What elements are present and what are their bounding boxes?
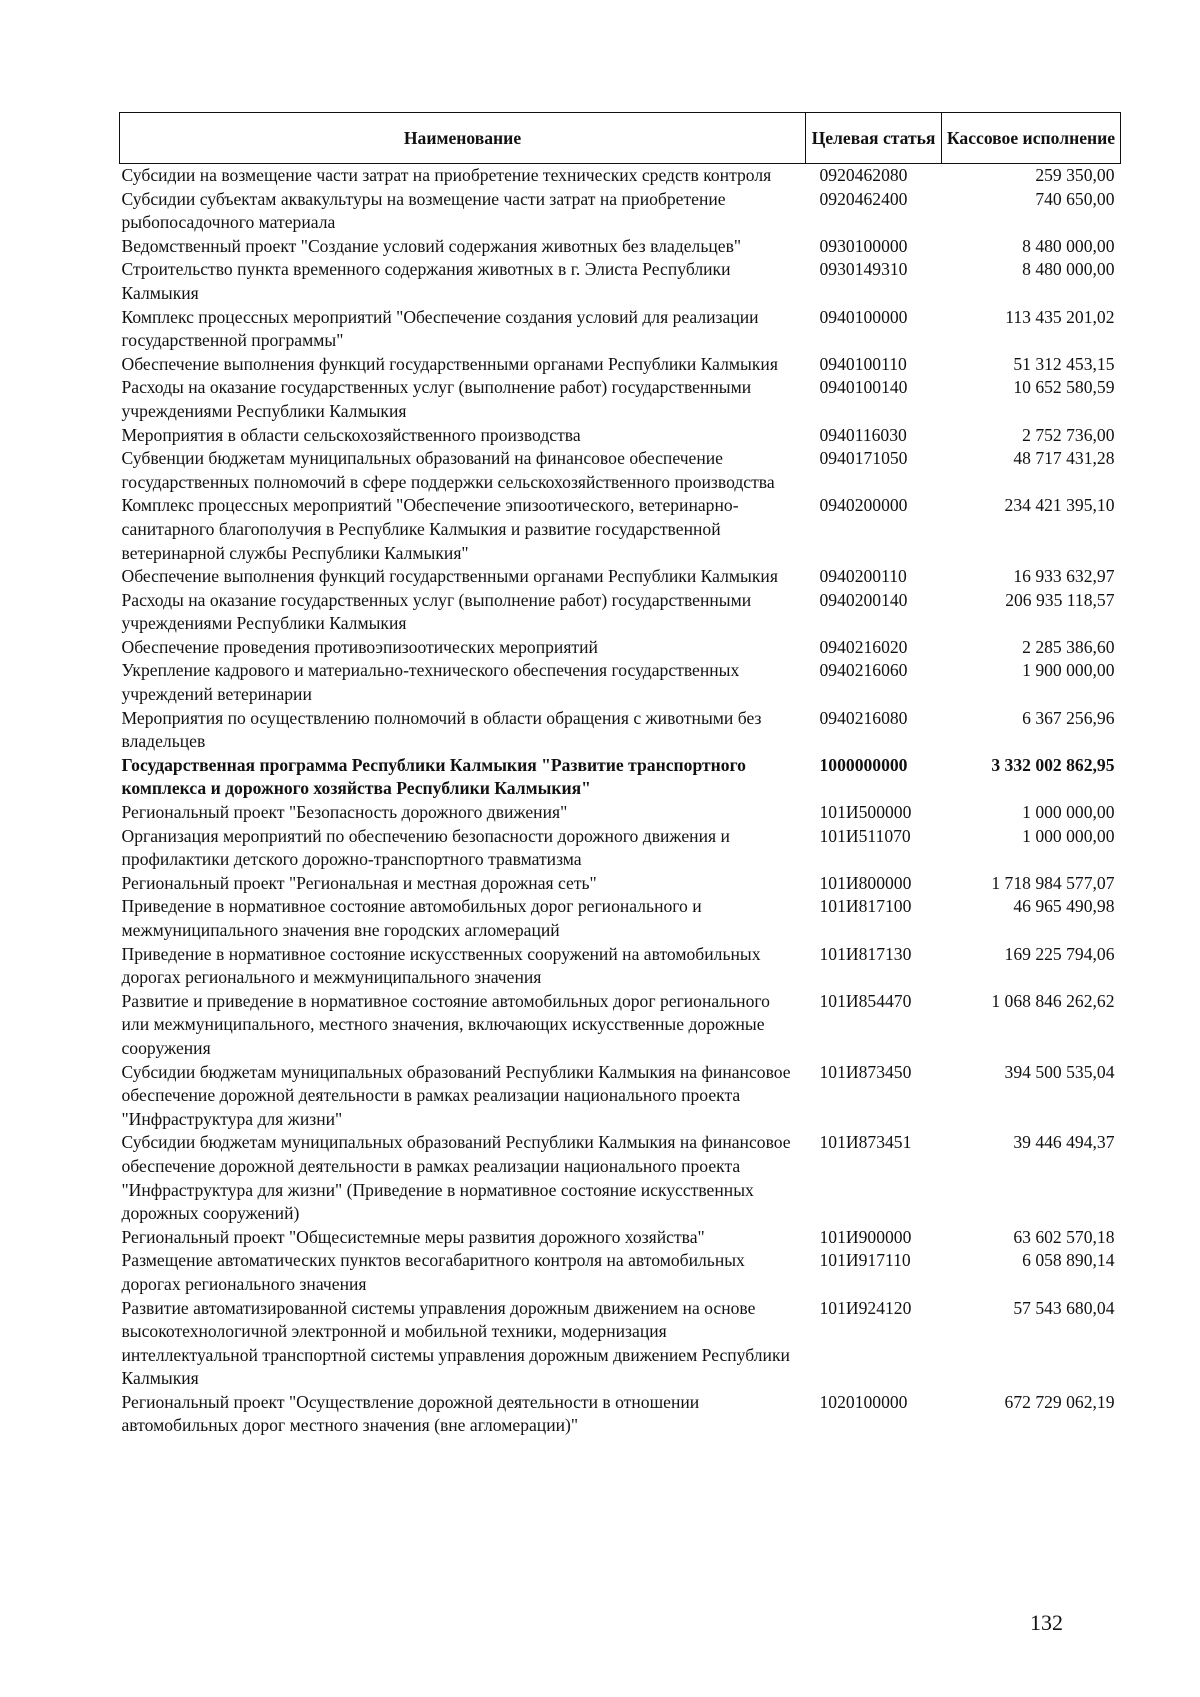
- row-code: 0940171050: [819, 448, 908, 469]
- row-amount: 259 350,00: [1035, 165, 1115, 185]
- row-name: Субвенции бюджетам муниципальных образований на финансовое обеспечение государственных полномочий в сфере поддержки сельскохозяйственного производства: [121, 448, 775, 492]
- row-amount: 1 900 000,00: [1022, 660, 1115, 681]
- row-code: 101И511070: [819, 825, 911, 846]
- row-code: 101И817100: [819, 896, 912, 917]
- row-name: Субсидии бюджетам муниципальных образований Республики Калмыкия на финансовое обеспечение дорожной деятельности в рамках реализации национального проекта "Инфраструктура для жизни" (Приведение в нормативное состояние искусственных дорожных сооружений): [121, 1132, 791, 1224]
- row-name: Приведение в нормативное состояние искусственных сооружений на автомобильных дорогах регионального и межмуниципального значения: [121, 943, 761, 988]
- row-amount: 8 480 000,00: [1022, 235, 1115, 256]
- row-name: Развитие автоматизированной системы управления дорожным движением на основе высокотехнологичной электронной и мобильной техники, модернизация интеллектуальной транспортной системы управления дорожным движением Республики Калмыкия: [121, 1297, 790, 1389]
- row-name: Мероприятия по осуществлению полномочий в области обращения с животными без владельцев: [121, 707, 762, 752]
- row-amount: 46 965 490,98: [1013, 896, 1115, 917]
- header-code: Целевая статья: [806, 113, 942, 164]
- row-code: 101И873450: [819, 1061, 912, 1082]
- row-name: Ведомственный проект "Создание условий содержания животных без владельцев": [121, 235, 742, 256]
- row-amount: 51 312 453,15: [1013, 353, 1115, 374]
- row-amount: 6 367 256,96: [1022, 707, 1115, 728]
- row-name: Субсидии на возмещение части затрат на приобретение технических средств контроля: [121, 165, 772, 185]
- row-code: 101И917110: [819, 1250, 911, 1271]
- row-name: Приведение в нормативное состояние автомобильных дорог регионального и межмуниципального значения вне городских агломераций: [121, 896, 702, 940]
- row-amount: 169 225 794,06: [1004, 943, 1115, 964]
- row-code: 0940216020: [819, 636, 908, 657]
- row-code: 101И800000: [819, 872, 912, 893]
- table-row: [120, 1226, 1121, 1250]
- row-name: Обеспечение выполнения функций государственными органами Республики Калмыкия: [121, 353, 778, 374]
- table-row: [120, 636, 1121, 660]
- row-name: Государственная программа Республики Калмыкия "Развитие транспортного комплекса и дорожного хозяйства Республики Калмыкия": [121, 754, 746, 799]
- table-row: [120, 943, 1121, 990]
- row-code: 0920462400: [819, 188, 908, 209]
- row-amount: 2 285 386,60: [1022, 636, 1115, 657]
- header-amount: Кассовое исполнение: [942, 113, 1121, 164]
- table-row: [120, 306, 1121, 353]
- table-row: [120, 1061, 1121, 1132]
- row-name: Мероприятия в области сельскохозяйственного производства: [121, 424, 581, 445]
- table-header-row: [120, 113, 1121, 164]
- table-row: [120, 164, 1121, 188]
- row-name: Строительство пункта временного содержания животных в г. Элиста Республики Калмыкия: [121, 259, 731, 303]
- row-amount: 1 000 000,00: [1022, 825, 1115, 846]
- row-amount: 740 650,00: [1035, 188, 1115, 209]
- table-row: [120, 1131, 1121, 1225]
- table-row: [120, 754, 1121, 801]
- row-amount: 113 435 201,02: [1005, 306, 1115, 327]
- row-amount: 39 446 494,37: [1013, 1132, 1115, 1153]
- row-name: Обеспечение проведения противоэпизоотических мероприятий: [121, 636, 598, 657]
- row-amount: 48 717 431,28: [1013, 448, 1115, 469]
- table-row: [120, 707, 1121, 754]
- row-amount: 2 752 736,00: [1022, 424, 1115, 445]
- row-name: Укрепление кадрового и материально-технического обеспечения государственных учреждений ветеринарии: [121, 660, 740, 705]
- row-code: 0930100000: [819, 235, 908, 256]
- row-code: 0940100110: [819, 353, 907, 374]
- row-code: 0940200110: [819, 566, 907, 587]
- table-row: [120, 353, 1121, 377]
- row-amount: 8 480 000,00: [1022, 259, 1115, 280]
- row-name: Субсидии субъектам аквакультуры на возмещение части затрат на приобретение рыбопосадочного материала: [121, 188, 726, 233]
- table-row: [120, 801, 1121, 825]
- row-amount: 10 652 580,59: [1013, 377, 1115, 398]
- row-name: Региональный проект "Безопасность дорожного движения": [121, 802, 568, 823]
- row-code: 0940116030: [819, 424, 907, 445]
- row-name: Субсидии бюджетам муниципальных образований Республики Калмыкия на финансовое обеспечение дорожной деятельности в рамках реализации национального проекта "Инфраструктура для жизни": [121, 1061, 791, 1129]
- row-amount: 1 718 984 577,07: [991, 872, 1115, 893]
- row-name: Региональный проект "Общесистемные меры развития дорожного хозяйства": [121, 1226, 705, 1247]
- row-amount: 1 068 846 262,62: [991, 990, 1115, 1011]
- row-code: 101И873451: [819, 1132, 912, 1153]
- row-name: Комплекс процессных мероприятий "Обеспечение эпизоотического, ветеринарно-санитарного благополучия в Республике Калмыкия и развитие государственной ветеринарной службы Республики Калмыкия": [121, 495, 739, 563]
- table-body: [120, 164, 1121, 1439]
- row-amount: 206 935 118,57: [1005, 589, 1115, 610]
- table-row: [120, 1297, 1121, 1391]
- row-code: 1000000000: [819, 754, 908, 775]
- table-row: [120, 376, 1121, 423]
- row-code: 101И854470: [819, 990, 912, 1011]
- row-name: Комплекс процессных мероприятий "Обеспечение создания условий для реализации государственной программы": [121, 306, 759, 351]
- row-code: 0940200140: [819, 589, 908, 610]
- row-name: Размещение автоматических пунктов весогабаритного контроля на автомобильных дорогах регионального значения: [121, 1250, 745, 1294]
- table-row: [120, 1391, 1121, 1438]
- table-row: [120, 872, 1121, 896]
- header-name: Наименование: [120, 113, 806, 164]
- table-row: [120, 990, 1121, 1061]
- row-amount: 57 543 680,04: [1013, 1297, 1115, 1318]
- row-amount: 3 332 002 862,95: [991, 754, 1115, 775]
- row-name: Обеспечение выполнения функций государственными органами Республики Калмыкия: [121, 566, 778, 587]
- page-number: 132: [1030, 1610, 1063, 1635]
- row-code: 101И817130: [819, 943, 912, 964]
- row-name: Региональный проект "Осуществление дорожной деятельности в отношении автомобильных дорог местного значения (вне агломерации)": [121, 1391, 700, 1436]
- table-row: [120, 565, 1121, 589]
- budget-table: [119, 112, 1121, 1438]
- row-amount: 16 933 632,97: [1013, 566, 1115, 587]
- row-amount: 6 058 890,14: [1022, 1250, 1115, 1271]
- row-code: 0920462080: [819, 165, 908, 185]
- row-code: 101И500000: [819, 802, 912, 823]
- row-code: 0940100140: [819, 377, 908, 398]
- table-row: [120, 895, 1121, 942]
- row-name: Организация мероприятий по обеспечению безопасности дорожного движения и профилактики детского дорожно-транспортного травматизма: [121, 825, 730, 870]
- row-code: 0940200000: [819, 495, 908, 516]
- row-amount: 63 602 570,18: [1013, 1226, 1115, 1247]
- row-amount: 394 500 535,04: [1004, 1061, 1115, 1082]
- table-row: [120, 258, 1121, 305]
- row-code: 0940216080: [819, 707, 908, 728]
- budget-document: [119, 112, 1120, 1438]
- row-amount: 1 000 000,00: [1022, 802, 1115, 823]
- table-row: [120, 424, 1121, 448]
- table-row: [120, 188, 1121, 235]
- table-row: [120, 494, 1121, 565]
- row-code: 0940216060: [819, 660, 908, 681]
- row-code: 101И900000: [819, 1226, 912, 1247]
- row-amount: 672 729 062,19: [1004, 1391, 1115, 1412]
- table-row: [120, 589, 1121, 636]
- row-code: 1020100000: [819, 1391, 908, 1412]
- row-name: Региональный проект "Региональная и местная дорожная сеть": [121, 872, 597, 893]
- table-row: [120, 235, 1121, 259]
- row-code: 101И924120: [819, 1297, 912, 1318]
- row-name: Развитие и приведение в нормативное состояние автомобильных дорог регионального или межмуниципального, местного значения, включающих искусственные дорожные сооружения: [121, 990, 770, 1058]
- row-code: 0930149310: [819, 259, 908, 280]
- table-row: [120, 447, 1121, 494]
- table-row: [120, 825, 1121, 872]
- row-name: Расходы на оказание государственных услуг (выполнение работ) государственными учреждениями Республики Калмыкия: [121, 377, 752, 421]
- table-row: [120, 1249, 1121, 1296]
- row-amount: 234 421 395,10: [1004, 495, 1115, 516]
- row-name: Расходы на оказание государственных услуг (выполнение работ) государственными учреждениями Республики Калмыкия: [121, 589, 752, 634]
- table-row: [120, 659, 1121, 706]
- row-code: 0940100000: [819, 306, 908, 327]
